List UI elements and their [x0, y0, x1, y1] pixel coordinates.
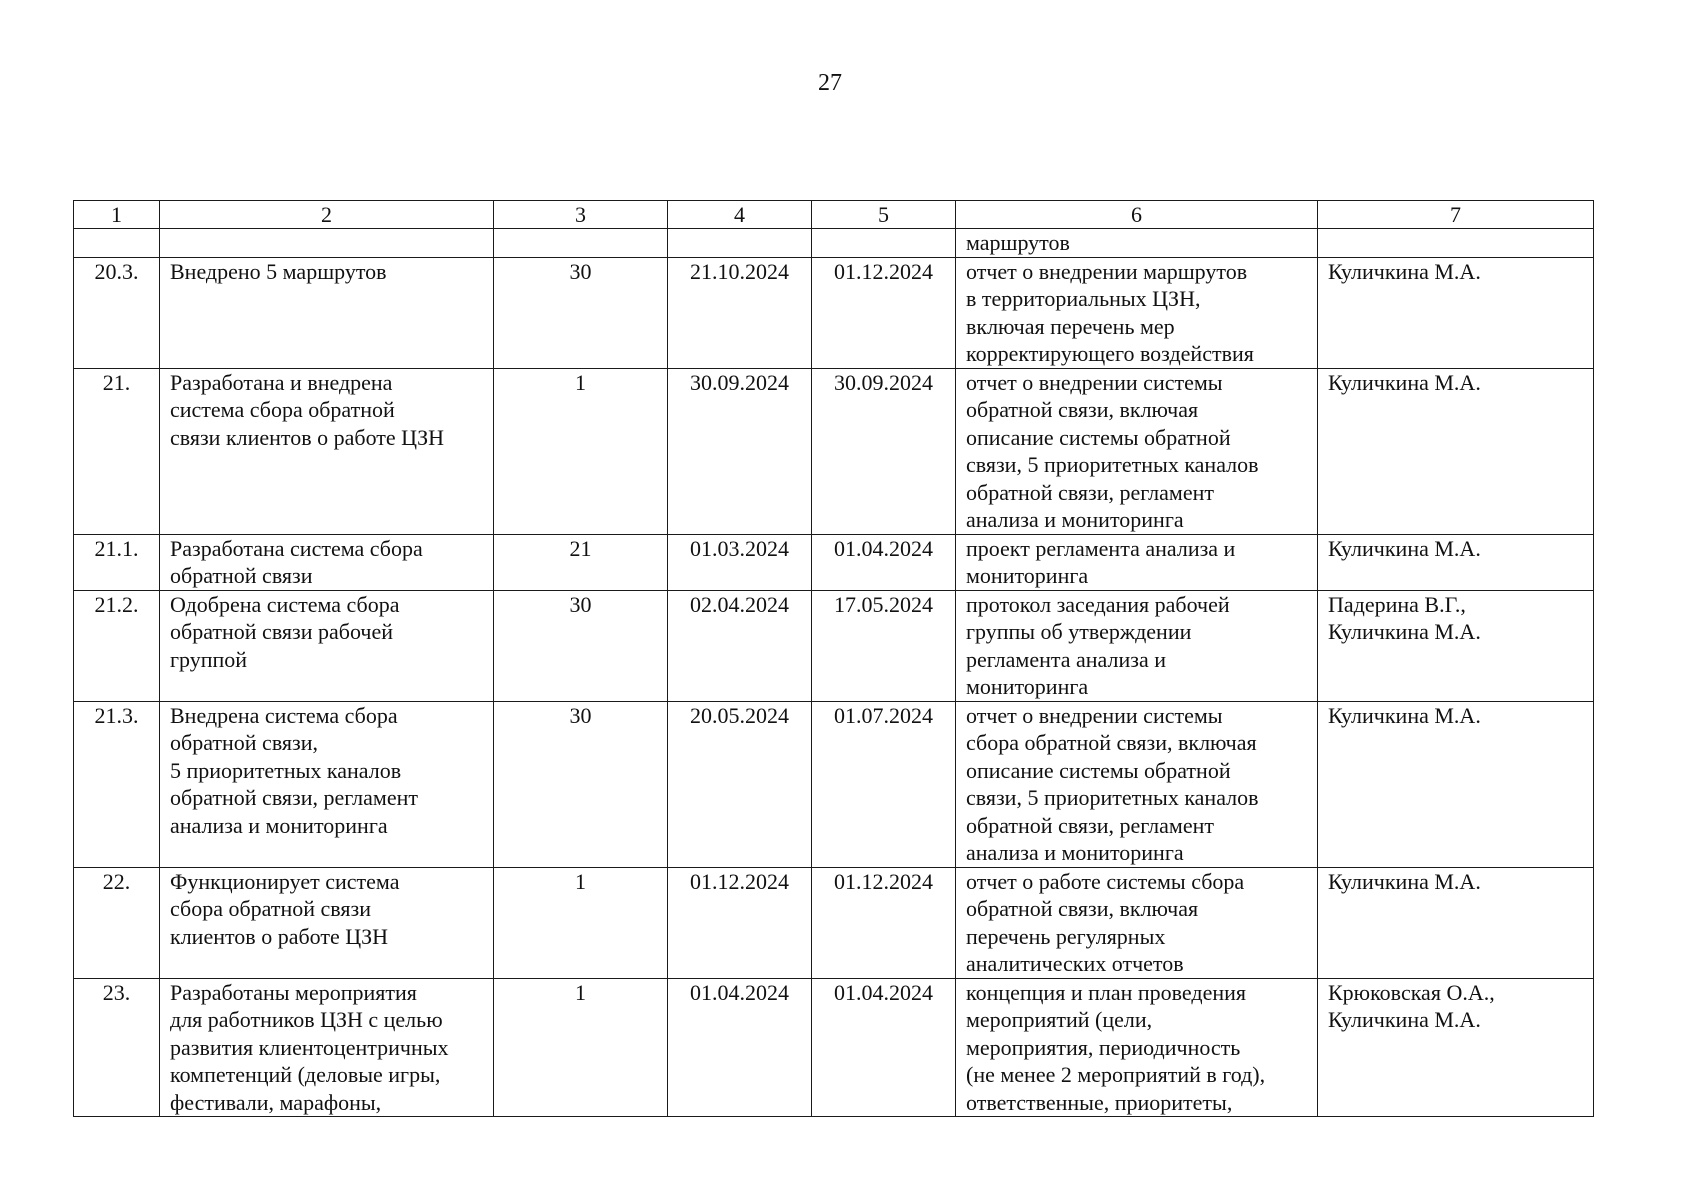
result-cell-line: обратной связи рабочей — [170, 619, 393, 644]
document-cell-line: отчет о внедрении маршрутов — [966, 258, 1248, 284]
result-cell-line: обратной связи, регламент — [170, 785, 418, 810]
responsible-cell — [1318, 590, 1594, 701]
responsible-cell-line: Куличкина М.А. — [1328, 1007, 1481, 1032]
result-cell-line: группой — [170, 646, 248, 672]
responsible-cell — [1318, 701, 1594, 867]
document-cell — [956, 257, 1318, 368]
duration-cell: 1 — [494, 978, 668, 1117]
end-date-cell: 01.12.2024 — [812, 867, 956, 978]
end-date-cell: 01.07.2024 — [812, 701, 956, 867]
item-number-cell — [74, 229, 160, 258]
document-cell-line: мероприятий (цели, — [966, 1007, 1153, 1032]
start-date-cell: 20.05.2024 — [668, 701, 812, 867]
responsible-cell — [1318, 257, 1594, 368]
document-cell-line: ответственные, приоритеты, — [966, 1089, 1233, 1115]
document-cell-line: проект регламента анализа и — [966, 535, 1236, 561]
responsible-cell-line: Крюковская О.А., — [1328, 979, 1495, 1005]
result-cell-line: для работников ЦЗН с целью — [170, 1007, 443, 1032]
result-cell-line: обратной связи — [170, 563, 313, 588]
responsible-cell — [1318, 229, 1594, 258]
document-cell-line: мониторинга — [966, 674, 1089, 699]
document-cell-line: описание системы обратной — [966, 424, 1231, 450]
responsible-cell — [1318, 978, 1594, 1117]
document-cell-line: регламента анализа и — [966, 646, 1166, 672]
document-cell-line: (не менее 2 мероприятий в год), — [966, 1062, 1266, 1087]
document-cell-line: мониторинга — [966, 563, 1089, 588]
responsible-cell-line: Куличкина М.А. — [1328, 369, 1481, 395]
document-cell-line: группы об утверждении — [966, 619, 1192, 644]
item-number-cell: 21.2. — [74, 590, 160, 701]
table-row — [74, 701, 1594, 867]
responsible-cell-line: Куличкина М.А. — [1328, 258, 1481, 284]
plan-table — [73, 200, 1594, 1117]
result-cell-line: клиентов о работе ЦЗН — [170, 923, 389, 949]
start-date-cell: 02.04.2024 — [668, 590, 812, 701]
document-cell — [956, 534, 1318, 590]
end-date-cell: 17.05.2024 — [812, 590, 956, 701]
result-cell-line: обратной связи, — [170, 730, 318, 755]
start-date-cell: 01.03.2024 — [668, 534, 812, 590]
result-cell-line: Разработана система сбора — [170, 535, 423, 561]
item-number-cell: 21. — [74, 368, 160, 534]
document-cell — [956, 590, 1318, 701]
responsible-cell-line: Падерина В.Г., — [1328, 591, 1466, 617]
duration-cell — [494, 229, 668, 258]
document-cell-line: перечень регулярных — [966, 923, 1166, 949]
responsible-cell — [1318, 534, 1594, 590]
result-cell-line: Внедрена система сбора — [170, 702, 398, 728]
document-cell-line: отчет о работе системы сбора — [966, 868, 1245, 894]
document-cell-line: концепция и план проведения — [966, 979, 1247, 1005]
document-cell-line: обратной связи, регламент — [966, 812, 1214, 838]
result-cell-line: развития клиентоцентричных — [170, 1034, 449, 1060]
item-number-cell: 21.3. — [74, 701, 160, 867]
table-row — [74, 229, 1594, 258]
document-cell-line: описание системы обратной — [966, 757, 1231, 783]
result-cell-line: система сбора обратной — [170, 397, 395, 422]
duration-cell: 30 — [494, 590, 668, 701]
end-date-cell: 01.04.2024 — [812, 534, 956, 590]
result-cell-line: Внедрено 5 маршрутов — [170, 258, 387, 284]
document-cell — [956, 701, 1318, 867]
responsible-cell-line: Куличкина М.А. — [1328, 702, 1481, 728]
result-cell-line: Разработана и внедрена — [170, 369, 393, 395]
column-number-header-row — [74, 201, 1594, 229]
result-cell-line: связи клиентов о работе ЦЗН — [170, 424, 444, 450]
column-header-4: 4 — [668, 201, 812, 229]
document-cell-line: связи, 5 приоритетных каналов — [966, 452, 1259, 477]
start-date-cell — [668, 229, 812, 258]
duration-cell: 30 — [494, 701, 668, 867]
document-cell-line: корректирующего воздействия — [966, 341, 1254, 366]
table-row — [74, 534, 1594, 590]
result-cell-line: анализа и мониторинга — [170, 812, 388, 838]
end-date-cell: 01.04.2024 — [812, 978, 956, 1117]
end-date-cell: 01.12.2024 — [812, 257, 956, 368]
start-date-cell: 01.04.2024 — [668, 978, 812, 1117]
document-cell-line: обратной связи, включая — [966, 397, 1199, 422]
document-cell — [956, 229, 1318, 258]
item-number-cell: 21.1. — [74, 534, 160, 590]
result-cell — [160, 534, 494, 590]
responsible-cell-line: Куличкина М.А. — [1328, 868, 1481, 894]
document-cell-line: мероприятия, периодичность — [966, 1034, 1241, 1060]
document-cell-line: в территориальных ЦЗН, — [966, 286, 1201, 311]
result-cell-line: Функционирует система — [170, 868, 400, 894]
column-header-5: 5 — [812, 201, 956, 229]
column-header-7: 7 — [1318, 201, 1594, 229]
result-cell — [160, 229, 494, 258]
start-date-cell: 21.10.2024 — [668, 257, 812, 368]
document-cell-line: обратной связи, регламент — [966, 479, 1214, 505]
column-header-3: 3 — [494, 201, 668, 229]
duration-cell: 30 — [494, 257, 668, 368]
item-number-cell: 23. — [74, 978, 160, 1117]
document-cell-line: аналитических отчетов — [966, 951, 1184, 976]
column-header-6: 6 — [956, 201, 1318, 229]
document-cell-line: отчет о внедрении системы — [966, 369, 1223, 395]
column-header-1: 1 — [74, 201, 160, 229]
start-date-cell: 30.09.2024 — [668, 368, 812, 534]
document-cell — [956, 867, 1318, 978]
table-row — [74, 978, 1594, 1117]
start-date-cell: 01.12.2024 — [668, 867, 812, 978]
responsible-cell — [1318, 867, 1594, 978]
responsible-cell-line: Куличкина М.А. — [1328, 619, 1481, 644]
item-number-cell: 22. — [74, 867, 160, 978]
document-cell-line: включая перечень мер — [966, 313, 1175, 339]
result-cell — [160, 867, 494, 978]
item-number-cell: 20.3. — [74, 257, 160, 368]
document-cell-line: протокол заседания рабочей — [966, 591, 1230, 617]
table-row — [74, 867, 1594, 978]
result-cell-line: Разработаны мероприятия — [170, 979, 417, 1005]
result-cell — [160, 368, 494, 534]
responsible-cell-line: Куличкина М.А. — [1328, 535, 1481, 561]
result-cell-line: 5 приоритетных каналов — [170, 757, 402, 783]
result-cell-line: сбора обратной связи — [170, 896, 371, 921]
column-header-2: 2 — [160, 201, 494, 229]
table-row — [74, 257, 1594, 368]
document-cell-line: сбора обратной связи, включая — [966, 730, 1257, 755]
end-date-cell: 30.09.2024 — [812, 368, 956, 534]
duration-cell: 21 — [494, 534, 668, 590]
document-cell — [956, 978, 1318, 1117]
result-cell — [160, 590, 494, 701]
document-cell-line: отчет о внедрении системы — [966, 702, 1223, 728]
result-cell-line: фестивали, марафоны, — [170, 1089, 382, 1115]
result-cell-line: Одобрена система сбора — [170, 591, 400, 617]
document-cell-line: обратной связи, включая — [966, 896, 1199, 921]
duration-cell: 1 — [494, 368, 668, 534]
document-cell-line: анализа и мониторинга — [966, 840, 1184, 865]
table-row — [74, 368, 1594, 534]
result-cell — [160, 978, 494, 1117]
document-cell-line: маршрутов — [966, 230, 1070, 255]
duration-cell: 1 — [494, 867, 668, 978]
page-number: 27 — [818, 70, 842, 96]
table-row — [74, 590, 1594, 701]
responsible-cell — [1318, 368, 1594, 534]
result-cell — [160, 701, 494, 867]
document-cell-line: связи, 5 приоритетных каналов — [966, 785, 1259, 810]
end-date-cell — [812, 229, 956, 258]
result-cell — [160, 257, 494, 368]
document-cell — [956, 368, 1318, 534]
document-cell-line: анализа и мониторинга — [966, 507, 1184, 532]
result-cell-line: компетенций (деловые игры, — [170, 1062, 441, 1087]
